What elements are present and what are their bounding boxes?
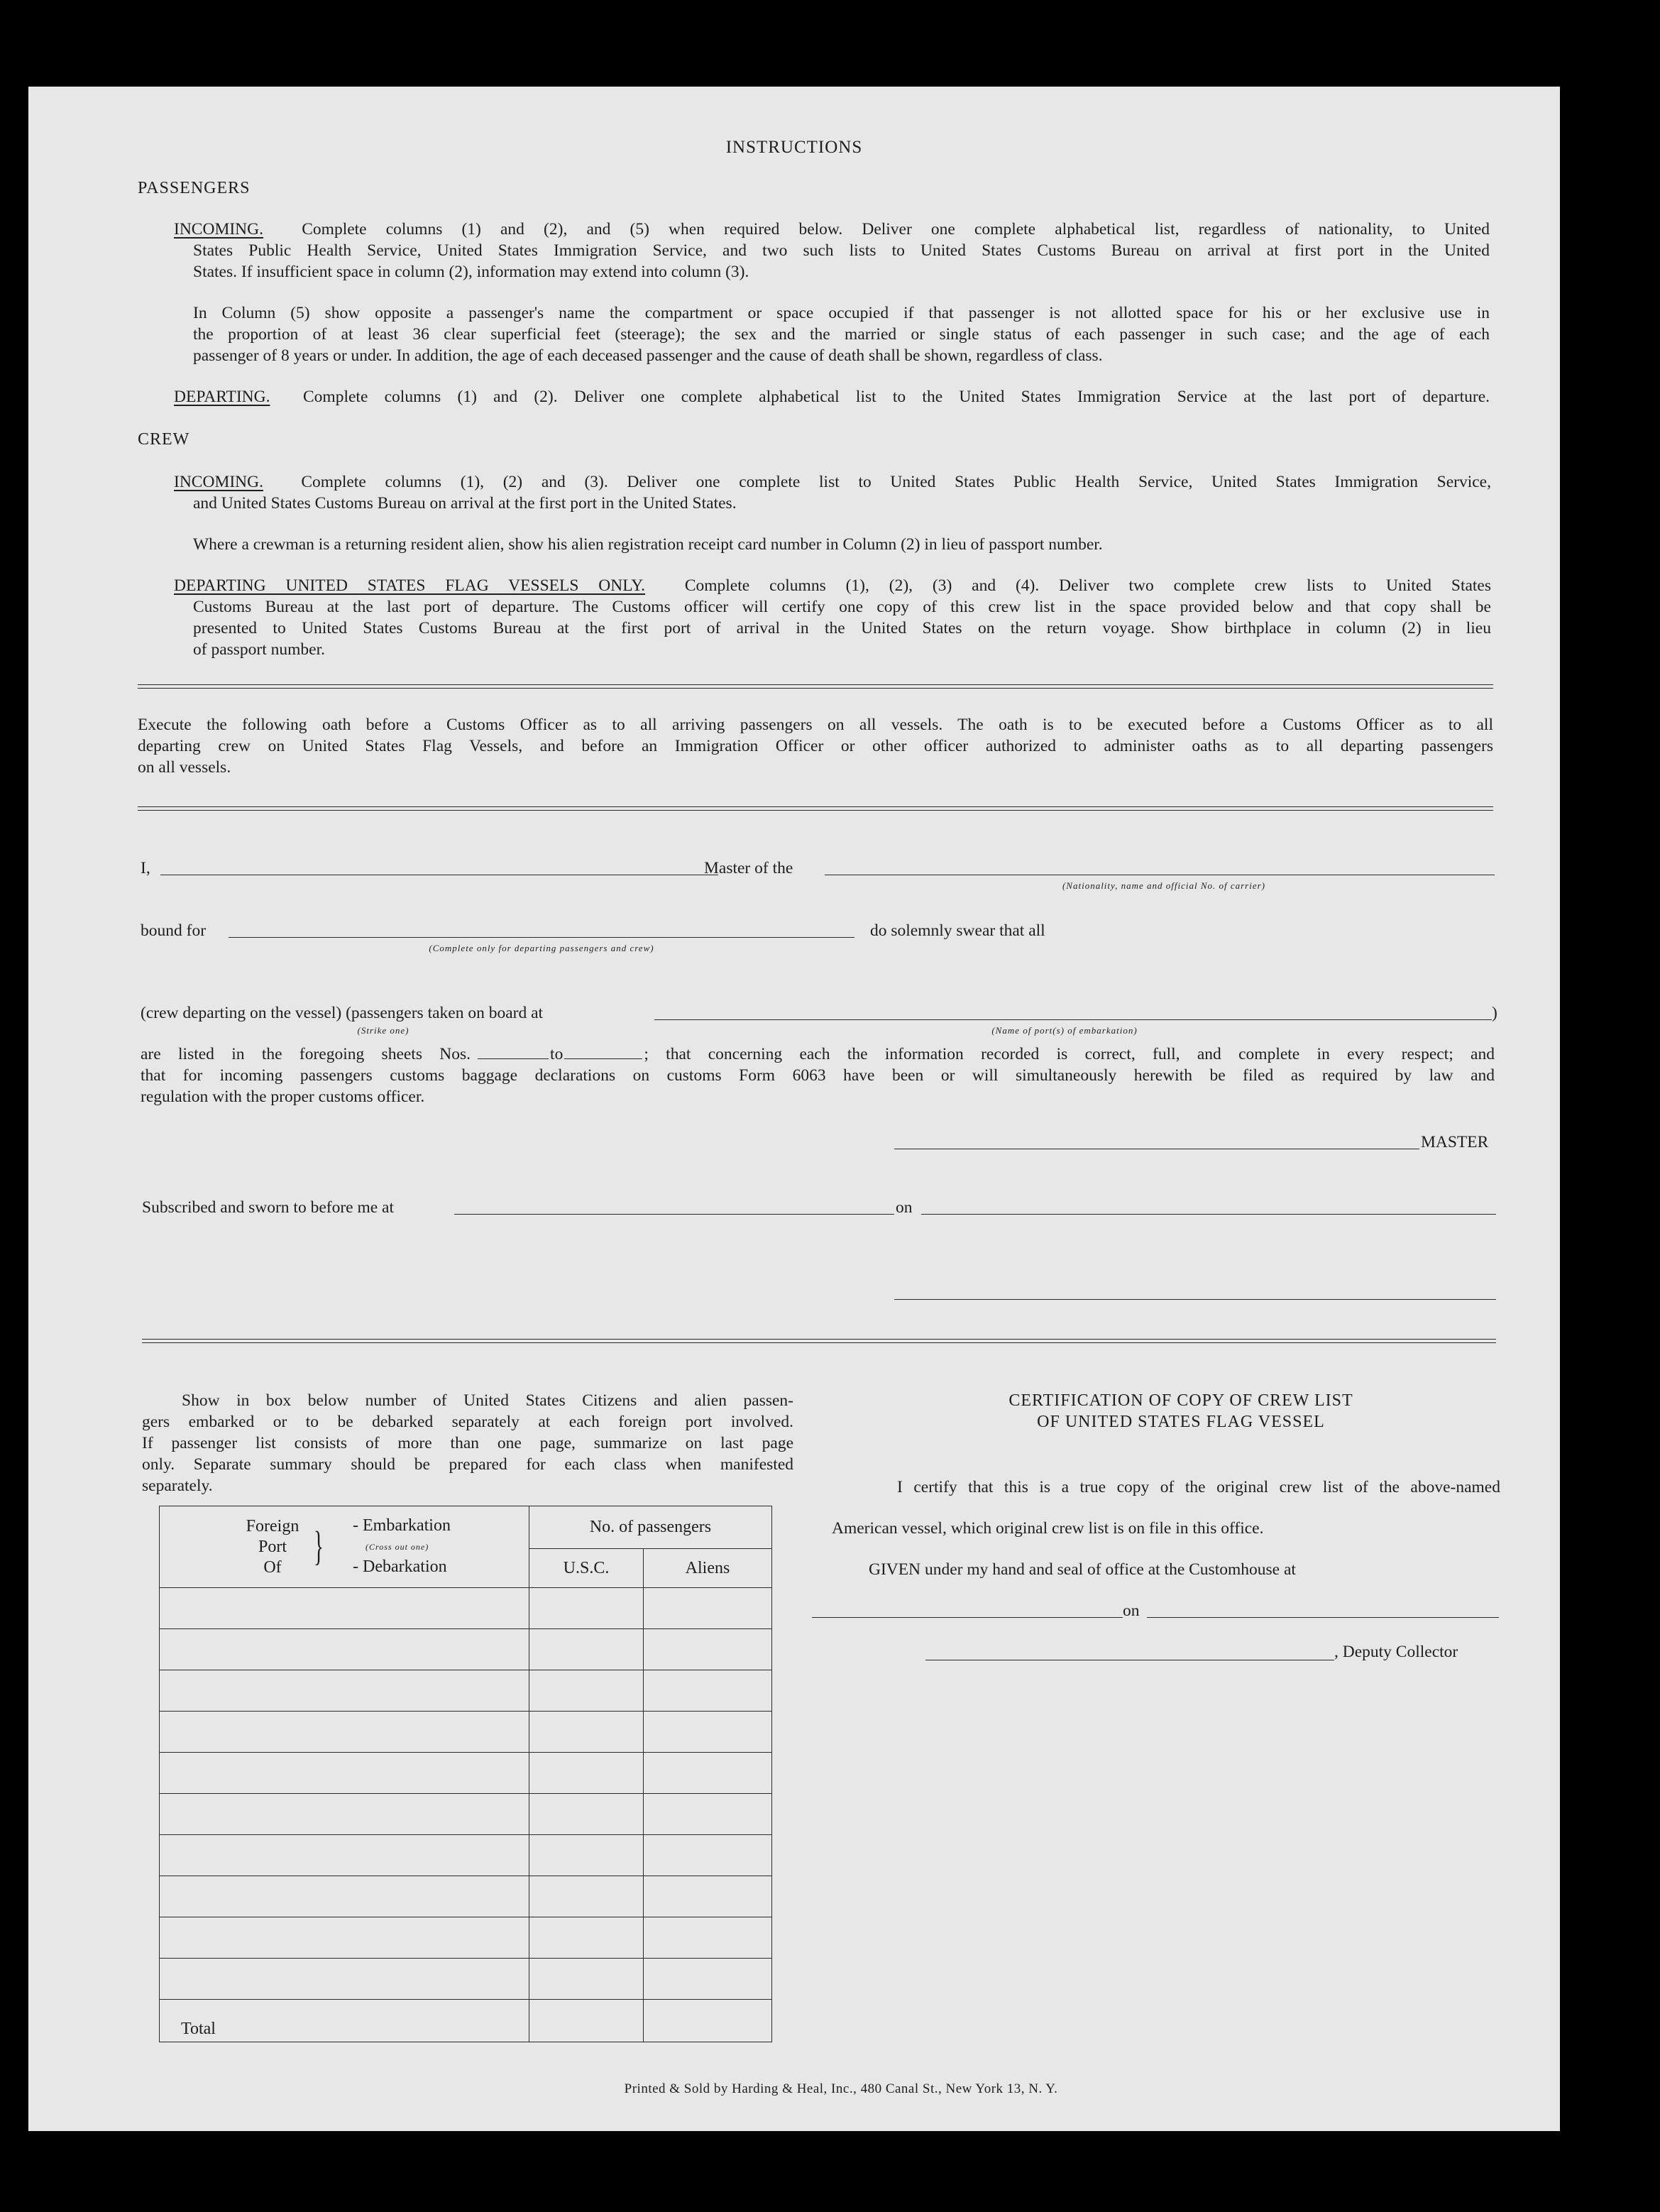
aliens-cell[interactable]: [644, 1835, 772, 1876]
crew-departing-continuation: Customs Bureau at the last port of departure. The Customs officer will certify one copy of this crew list in the space provided below and that copy shall be presented to United States Customs Bureau at the first port of arrival in the United States on the return voyage. Show birthplace in column (2) in lieu of passport number.: [193, 598, 1491, 659]
sheet-to-field[interactable]: [564, 1058, 642, 1059]
port-cell[interactable]: [160, 1794, 529, 1835]
of-label: Of: [263, 1558, 282, 1577]
certification-date-field[interactable]: [1147, 1617, 1499, 1618]
port-cell[interactable]: [160, 1917, 529, 1959]
table-row: [160, 1712, 772, 1753]
bound-for-field[interactable]: [229, 937, 854, 938]
no-passengers-header: No. of passengers: [529, 1506, 772, 1549]
crew-alien-paragraph: Where a crewman is a returning resident alien, show his alien registration receipt card number in Column (2) in lieu of passport number.: [193, 535, 1103, 554]
usc-cell[interactable]: [529, 1876, 644, 1917]
usc-total-cell[interactable]: [529, 2000, 644, 2042]
strike-one-caption: (Strike one): [357, 1025, 409, 1036]
usc-cell[interactable]: [529, 1629, 644, 1670]
customhouse-place-field[interactable]: [812, 1617, 1123, 1618]
subscribed-place-field[interactable]: [454, 1214, 894, 1215]
port-cell[interactable]: [160, 1712, 529, 1753]
total-label: Total: [160, 2000, 529, 2042]
bound-for-caption: (Complete only for departing passengers and crew): [429, 943, 654, 953]
master-of-the-label: Master of the: [704, 859, 793, 877]
passengers-departing-label: DEPARTING.: [174, 388, 270, 406]
oath-listed-paragraph: are listed in the foregoing sheets Nos. to ; that concerning each the information recorded is correct, full, and complete in every respect; and that for incoming passengers customs baggage declarations on customs Form 6063 have been or will simultaneously herewith be filed as required by law and regulation with the proper customs officer.: [141, 1045, 1495, 1106]
separator-rule: [138, 684, 1493, 689]
usc-cell[interactable]: [529, 1753, 644, 1794]
table-row: [160, 1588, 772, 1629]
oath-intro-paragraph: Execute the following oath before a Customs Officer as to all arriving passengers on all vessels. The oath is to be executed before a Customs Officer as to all departing crew on United States Flag Vessels, and before an Immigration Officer or other officer authorized to administer oaths as to all departing passengers on all vessels.: [138, 716, 1493, 777]
crew-heading: CREW: [138, 430, 190, 449]
american-vessel-text: American vessel, which original crew list is on file in this office.: [832, 1519, 1264, 1538]
subscribed-on-label: on: [896, 1198, 913, 1217]
crew-incoming-paragraph: INCOMING. Complete columns (1), (2) and (3). Deliver one complete list to United States Public Health Service, United States Immigration Service,: [174, 473, 1491, 491]
passengers-incoming-label: INCOMING.: [174, 220, 263, 239]
table-row: [160, 1629, 772, 1670]
cross-out-caption: (Cross out one): [365, 1542, 429, 1552]
table-row: [160, 1753, 772, 1794]
aliens-cell[interactable]: [644, 1753, 772, 1794]
subscribed-label: Subscribed and sworn to before me at: [142, 1198, 395, 1217]
table-row: [160, 1794, 772, 1835]
port-cell[interactable]: [160, 1753, 529, 1794]
brace-icon: }: [313, 1523, 324, 1569]
port-cell[interactable]: [160, 1629, 529, 1670]
port-cell[interactable]: [160, 1835, 529, 1876]
usc-cell[interactable]: [529, 1670, 644, 1712]
separator-rule: [142, 1339, 1496, 1343]
port-caption: (Name of port(s) of embarkation): [991, 1025, 1138, 1036]
crew-incoming-label: INCOMING.: [174, 473, 263, 491]
table-row: [160, 1876, 772, 1917]
crew-departing-paragraph: DEPARTING UNITED STATES FLAG VESSELS ONLY. Complete columns (1), (2), (3) and (4). Deliver two complete crew lists to United States: [174, 576, 1492, 595]
port-header-cell: [160, 1506, 529, 1588]
certify-paragraph: I certify that this is a true copy of the original crew list of the above-named: [897, 1478, 1500, 1496]
embarkation-option[interactable]: - Embarkation: [353, 1516, 451, 1535]
printer-footer: Printed & Sold by Harding & Heal, Inc., 480 Canal St., New York 13, N. Y.: [624, 2081, 1058, 2096]
usc-cell[interactable]: [529, 1588, 644, 1629]
usc-cell[interactable]: [529, 1917, 644, 1959]
instructions-title: INSTRUCTIONS: [725, 138, 863, 157]
aliens-cell[interactable]: [644, 1670, 772, 1712]
passengers-incoming-line: INCOMING. Complete columns (1) and (2), and (5) when required below. Deliver one complete alphabetical list, regardless of nationality, to United: [174, 220, 1490, 239]
master-label: MASTER: [1421, 1133, 1489, 1151]
subscribed-date-field[interactable]: [921, 1214, 1496, 1215]
form-page: [28, 87, 1560, 2131]
port-cell[interactable]: [160, 1670, 529, 1712]
close-paren: ): [1492, 1004, 1497, 1022]
column5-paragraph: In Column (5) show opposite a passenger's name the compartment or space occupied if that passenger is not allotted space for his or her exclusive use in the proportion of at least 36 clear superficial feet (steerage); the sex and the married or single status of each passenger in such case; and the age of each passenger of 8 years or under. In addition, the age of each deceased passenger and the cause of death shall be shown, regardless of class.: [193, 304, 1490, 365]
swear-label: do solemnly swear that all: [870, 921, 1045, 940]
passengers-incoming-continuation: States Public Health Service, United States Immigration Service, and two such lists to United States Customs Bureau on arrival at first port in the United States. If insufficient space in column (2), information may extend into column (3).: [193, 241, 1490, 281]
passengers-incoming-paragraph: [174, 219, 1490, 240]
sheet-from-field[interactable]: [478, 1058, 549, 1059]
table-row: [160, 1670, 772, 1712]
usc-header: U.S.C.: [529, 1549, 644, 1588]
aliens-cell[interactable]: [644, 1917, 772, 1959]
usc-cell[interactable]: [529, 1794, 644, 1835]
aliens-cell[interactable]: [644, 1588, 772, 1629]
usc-cell[interactable]: [529, 1959, 644, 2000]
summary-intro-paragraph: Show in box below number of United States Citizens and alien passen- gers embarked or to be debarked separately at each foreign port involved. If passenger list consists of more than one page, summarize on last page only. Separate summary should be prepared for each class when manifested separately.: [142, 1391, 793, 1495]
crew-departing-label: DEPARTING UNITED STATES FLAG VESSELS ONLY.: [174, 576, 646, 595]
foreign-label: Foreign: [246, 1517, 299, 1535]
certification-title: CERTIFICATION OF COPY OF CREW LIST OF UNITED STATES FLAG VESSEL: [1008, 1391, 1353, 1431]
embarkation-port-field[interactable]: [654, 1019, 1492, 1020]
aliens-cell[interactable]: [644, 1876, 772, 1917]
table-row: [160, 1917, 772, 1959]
oath-listed-line: are listed in the foregoing sheets Nos. to ; that concerning each the information recorded is correct, full, and complete in every respect; and: [141, 1045, 1495, 1063]
aliens-cell[interactable]: [644, 1794, 772, 1835]
table-row: [160, 1959, 772, 2000]
aliens-cell[interactable]: [644, 1959, 772, 2000]
aliens-cell[interactable]: [644, 1629, 772, 1670]
aliens-cell[interactable]: [644, 1712, 772, 1753]
port-cell[interactable]: [160, 1959, 529, 2000]
port-cell[interactable]: [160, 1876, 529, 1917]
port-label: Port: [258, 1538, 287, 1556]
passengers-departing-paragraph: DEPARTING. Complete columns (1) and (2). Deliver one complete alphabetical list to the United States Immigration Service at the last port of departure.: [174, 388, 1490, 406]
table-row: [160, 1835, 772, 1876]
given-text: GIVEN under my hand and seal of office at the Customhouse at: [869, 1560, 1296, 1579]
carrier-caption: (Nationality, name and official No. of carrier): [1062, 880, 1266, 891]
oath-i-label: I,: [141, 859, 150, 877]
usc-cell[interactable]: [529, 1835, 644, 1876]
debarkation-option[interactable]: - Debarkation: [353, 1557, 447, 1576]
passenger-summary-table: [159, 1506, 772, 2042]
separator-rule: [138, 806, 1493, 811]
crew-incoming-continuation: and United States Customs Bureau on arrival at the first port in the United States.: [193, 494, 737, 513]
passengers-heading: PASSENGERS: [138, 179, 251, 197]
certification-on-label: on: [1123, 1601, 1140, 1620]
aliens-header: Aliens: [644, 1549, 772, 1588]
deputy-collector-label: , Deputy Collector: [1334, 1643, 1458, 1661]
port-cell[interactable]: [160, 1588, 529, 1629]
bound-for-label: bound for: [141, 921, 207, 940]
total-row: [160, 2000, 772, 2042]
usc-cell[interactable]: [529, 1712, 644, 1753]
officer-signature-field[interactable]: [894, 1299, 1496, 1300]
aliens-total-cell[interactable]: [644, 2000, 772, 2042]
crew-departing-oath-label: (crew departing on the vessel) (passengers taken on board at: [141, 1004, 544, 1022]
